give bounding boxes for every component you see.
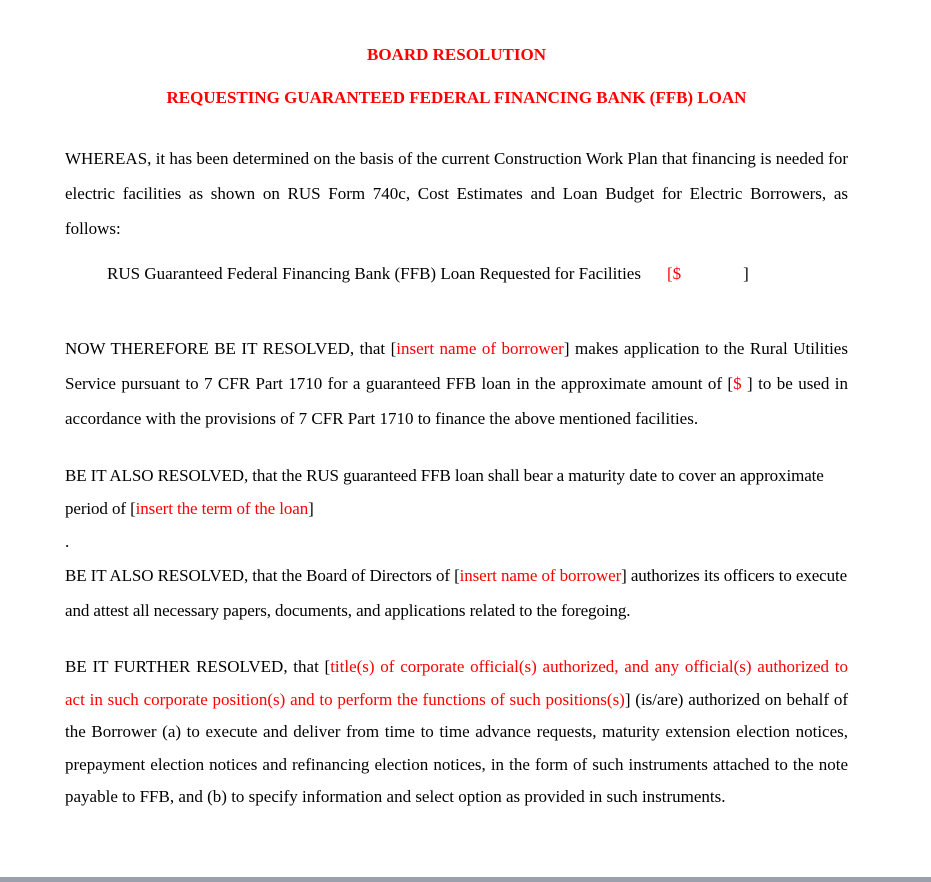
maturity-text: BE IT ALSO RESOLVED, that the RUS guaranteed FFB loan shall bear a maturity date to cover an approximate period of [ (65, 466, 824, 518)
paragraph-board-authorizes (65, 558, 848, 628)
title-requesting-ffb-loan: REQUESTING GUARANTEED FEDERAL FINANCING BANK (FFB) LOAN (166, 88, 747, 107)
placeholder-corporate-officials: title(s) of corporate official(s) authorized, and any official(s) authorized to act in such corporate position(s) and to perform the functions of such positions(s) (65, 657, 848, 709)
stray-period-line: . (65, 532, 70, 551)
page-bottom-edge (0, 877, 931, 882)
board-authorizes-text: BE IT ALSO RESOLVED, that the Board of Directors of [ (65, 566, 460, 585)
rus-line-label: RUS Guaranteed Federal Financing Bank (FFB) Loan Requested for Facilities (107, 264, 641, 283)
document-title-block (65, 0, 848, 115)
maturity-text: ] (308, 499, 314, 518)
placeholder-dollar-amount: $ (733, 374, 742, 393)
placeholder-borrower-name: insert name of borrower (396, 339, 564, 358)
paragraph-maturity-date (65, 459, 848, 525)
paragraph-whereas: WHEREAS, it has been determined on the basis of the current Construction Work Plan that financing is needed for electric facilities as shown on RUS Form 740c, Cost Estimates and Loan Budget for Electric Borrowers, as follows: (65, 149, 848, 238)
line-rus-loan-requested (65, 256, 848, 291)
now-therefore-text: NOW THEREFORE BE IT RESOLVED, that [ (65, 339, 397, 358)
board-authorizes-text: ] authorizes its officers to execute and attest all necessary papers, documents, and applications related to the foregoing. (65, 566, 848, 620)
further-resolved-text: BE IT FURTHER RESOLVED, that [ (65, 657, 331, 676)
dollar-amount-placeholder-open: [$ (666, 264, 682, 283)
paragraph-now-therefore-resolved (65, 331, 848, 436)
further-resolved-text: ] (is/are) authorized on behalf of the Borrower (a) to execute and deliver from time to time advance requests, maturity extension election notices, prepayment election notices and refinancing election notices, in the form of such instruments attached to the note payable to FFB, and (b) to specify information and select option as provided in such instruments. (65, 689, 848, 807)
title-board-resolution: BOARD RESOLUTION (366, 45, 546, 64)
now-therefore-text: ] makes application to the Rural Utilities Service pursuant to 7 CFR Part 1710 for a guaranteed FFB loan in the approximate amount of [ (65, 339, 848, 393)
dollar-amount-placeholder-close: ] (743, 264, 749, 283)
placeholder-borrower-name: insert name of borrower (459, 566, 622, 585)
paragraph-further-resolved (65, 651, 848, 814)
placeholder-loan-term: insert the term of the loan (135, 499, 309, 518)
now-therefore-text: ] to be used in accordance with the provisions of 7 CFR Part 1710 to finance the above mentioned facilities. (65, 374, 848, 428)
